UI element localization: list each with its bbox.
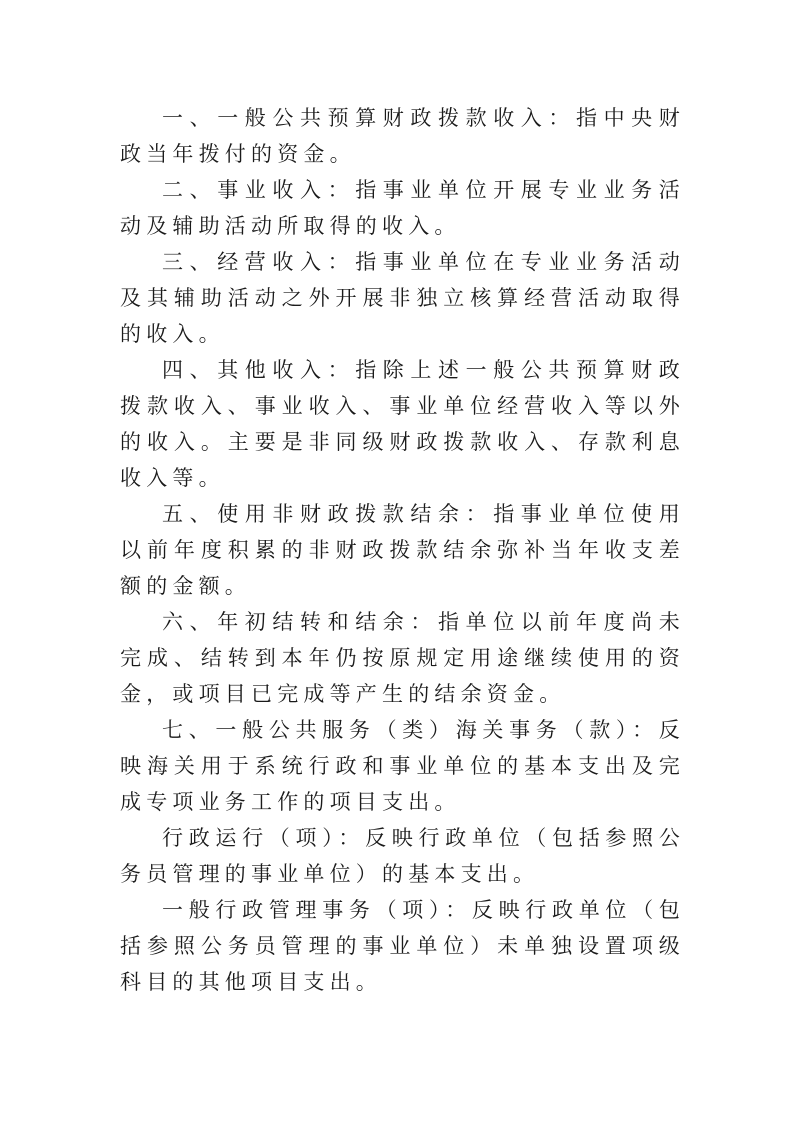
paragraph-operating-revenue: 三、经营收入：指事业单位在专业业务活动及其辅助活动之外开展非独立核算经营活动取得的收入。 [120,250,685,346]
paragraph-other-revenue: 四、其他收入：指除上述一般公共预算财政拨款收入、事业收入、事业单位经营收入等以外的收入。主要是非同级财政拨款收入、存款利息收入等。 [120,358,685,490]
paragraph-general-budget-revenue: 一、一般公共预算财政拨款收入：指中央财政当年拨付的资金。 [120,106,685,166]
paragraph-administrative-operation: 行政运行（项）：反映行政单位（包括参照公务员管理的事业单位）的基本支出。 [120,826,685,886]
document-body [120,100,685,1000]
paragraph-customs-affairs: 七、一般公共服务（类）海关事务（款）：反映海关用于系统行政和事业单位的基本支出及完成专项业务工作的项目支出。 [120,718,685,814]
paragraph-non-fiscal-surplus: 五、使用非财政拨款结余：指事业单位使用以前年度积累的非财政拨款结余弥补当年收支差额的金额。 [120,502,685,598]
paragraph-business-revenue: 二、事业收入：指事业单位开展专业业务活动及辅助活动所取得的收入。 [120,178,685,238]
paragraph-general-admin-affairs: 一般行政管理事务（项）：反映行政单位（包括参照公务员管理的事业单位）未单独设置项级科目的其他项目支出。 [120,898,685,994]
paragraph-carryover-balance: 六、年初结转和结余：指单位以前年度尚未完成、结转到本年仍按原规定用途继续使用的资金，或项目已完成等产生的结余资金。 [120,610,685,706]
